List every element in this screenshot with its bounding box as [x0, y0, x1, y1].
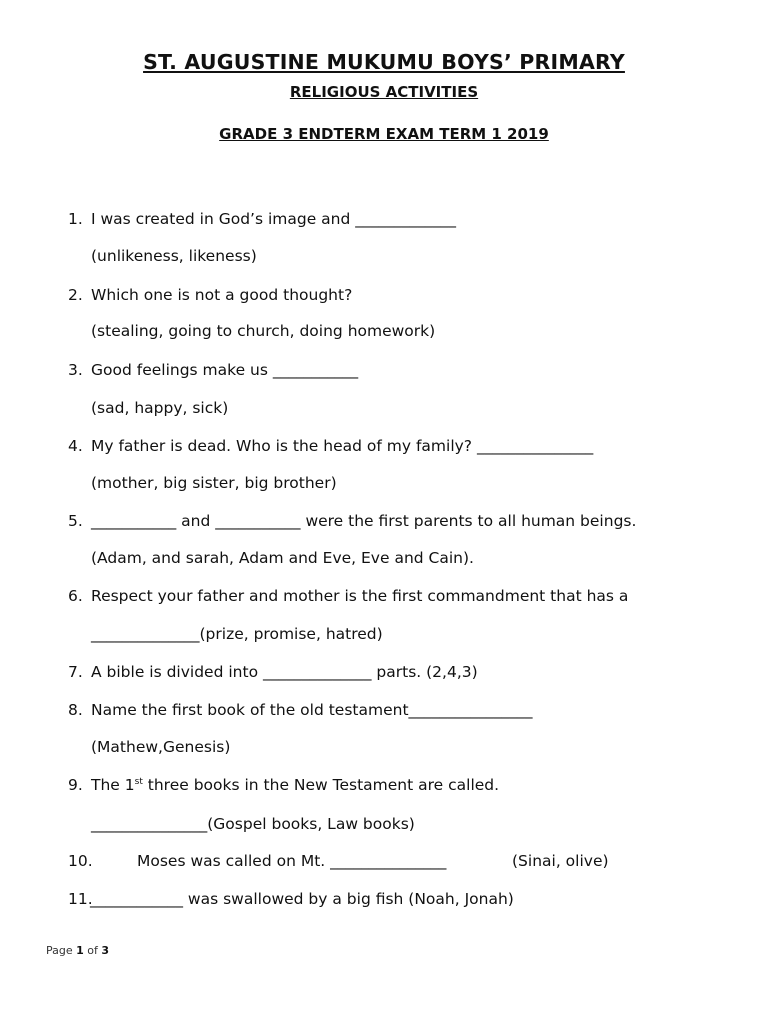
- question-text: Moses was called on Mt. _______________: [137, 852, 447, 870]
- question-number: 1.: [68, 210, 83, 228]
- question-number: 9.: [68, 776, 83, 794]
- question-number: 5.: [68, 512, 83, 530]
- answer-options: (mother, big sister, big brother): [91, 474, 337, 492]
- question-number: 3.: [68, 361, 83, 379]
- page-label: Page: [46, 944, 73, 957]
- question-number: 7.: [68, 663, 83, 681]
- answer-options: (unlikeness, likeness): [91, 247, 257, 265]
- page-indicator: [46, 944, 109, 957]
- question-text-end: three books in the New Testament are called.: [142, 776, 500, 794]
- exam-title: GRADE 3 ENDTERM EXAM TERM 1 2019: [219, 125, 549, 143]
- question-text: ____________ was swallowed by a big fish (Noah, Jonah): [90, 890, 514, 908]
- answer-options: _______________(Gospel books, Law books): [91, 815, 415, 833]
- question-text: Respect your father and mother is the first commandment that has a: [91, 587, 629, 605]
- question-text: Which one is not a good thought?: [91, 286, 353, 304]
- question-number: 4.: [68, 437, 83, 455]
- subject-title: RELIGIOUS ACTIVITIES: [289, 83, 479, 101]
- answer-options: (stealing, going to church, doing homework): [91, 322, 436, 340]
- answer-options: (Mathew,Genesis): [91, 738, 231, 756]
- question-number: 8.: [68, 701, 83, 719]
- ordinal-suffix: st: [134, 777, 143, 787]
- question-number: 2.: [68, 286, 83, 304]
- answer-options: (Sinai, olive): [512, 852, 609, 870]
- question-text: Name the first book of the old testament________________: [91, 701, 533, 719]
- question-text: ___________ and ___________ were the first parents to all human beings.: [91, 512, 637, 530]
- of-label: of: [87, 944, 98, 957]
- question-number: 6.: [68, 587, 83, 605]
- question-text: Good feelings make us ___________: [91, 361, 359, 379]
- answer-options: (Adam, and sarah, Adam and Eve, Eve and Cain).: [91, 549, 474, 567]
- question-number: 10.: [68, 852, 93, 870]
- question-text: I was created in God’s image and _____________: [91, 210, 457, 228]
- current-page: 1: [76, 944, 84, 957]
- question-text: My father is dead. Who is the head of my family? _______________: [91, 437, 594, 455]
- question-text: A bible is divided into ______________ parts. (2,4,3): [91, 663, 478, 681]
- question-text-start: The 1: [91, 776, 135, 794]
- total-pages: 3: [101, 944, 110, 957]
- question-text: [91, 775, 499, 795]
- question-number: 11.: [68, 890, 93, 908]
- answer-options: (sad, happy, sick): [91, 399, 229, 417]
- school-name: ST. AUGUSTINE MUKUMU BOYS’ PRIMARY: [143, 50, 625, 74]
- answer-options: ______________(prize, promise, hatred): [91, 625, 383, 643]
